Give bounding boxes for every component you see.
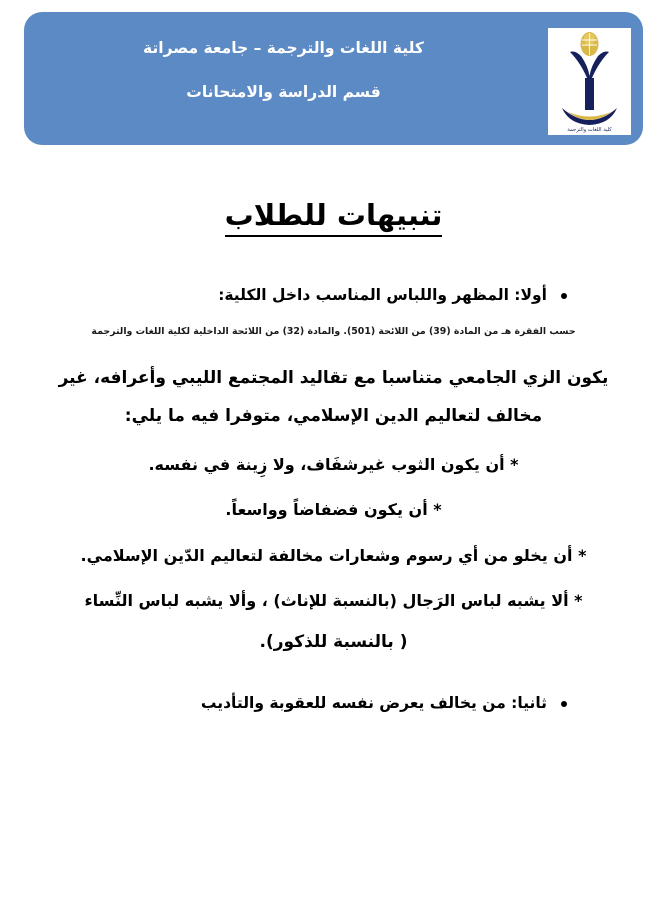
- dress-requirement-item: * أن يكون الثوب غيرشفَاف، ولا زِينة في نفسه.: [148, 454, 519, 474]
- svg-text:كلية اللغات والترجمة: كلية اللغات والترجمة: [567, 127, 612, 133]
- page-title: [0, 198, 667, 232]
- dress-requirement-item: * أن يخلو من أي رسوم وشعارات مخالفة لتعاليم الدّين الإسلامي.: [80, 545, 587, 565]
- header-banner: [24, 12, 643, 145]
- paragraph-line-2: مخالف لتعاليم الدين الإسلامي، متوفرا فيه ما يلي:: [124, 406, 543, 427]
- section-two-heading: [0, 694, 667, 712]
- section-one-heading: [0, 286, 667, 304]
- college-logo: [548, 28, 631, 135]
- bullet-dot-icon: [561, 701, 567, 707]
- section-one-paragraph: [0, 359, 667, 436]
- paragraph-line-1: يكون الزي الجامعي متناسبا مع تقاليد المجتمع الليبي وأعرافه، غير: [58, 368, 609, 388]
- document-body: [0, 150, 667, 712]
- dress-requirement-item: * أن يكون فضفاضاً وواسعاً.: [225, 500, 442, 520]
- section-one-heading-text: أولا: المظهر واللباس المناسب داخل الكلية:: [218, 286, 547, 304]
- header-line-faculty: كلية اللغات والترجمة – جامعة مصراتة: [143, 39, 424, 57]
- page-title-text: تنبيهات للطلاب: [225, 198, 443, 237]
- regulation-citation: حسب الفقرة هـ من المادة (39) من اللائحة (501). والمادة (32) من اللائحة الداخلية لكلية اللغات والترجمة: [91, 326, 576, 337]
- logo-graphic: [548, 28, 631, 135]
- bullet-dot-icon: [561, 293, 567, 299]
- header-text-block: [24, 38, 543, 102]
- header-line-department: قسم الدراسة والامتحانات: [186, 83, 381, 102]
- dress-requirement-item-continuation: ( بالنسبة للذكور).: [259, 631, 408, 652]
- section-two-heading-text: ثانيا: من يخالف يعرض نفسه للعقوبة والتأديب: [200, 693, 547, 712]
- dress-requirement-item: * ألا يشبه لباس الرَجال (بالنسبة للإناث) ، وألا يشبه لباس النِّساء: [84, 591, 583, 611]
